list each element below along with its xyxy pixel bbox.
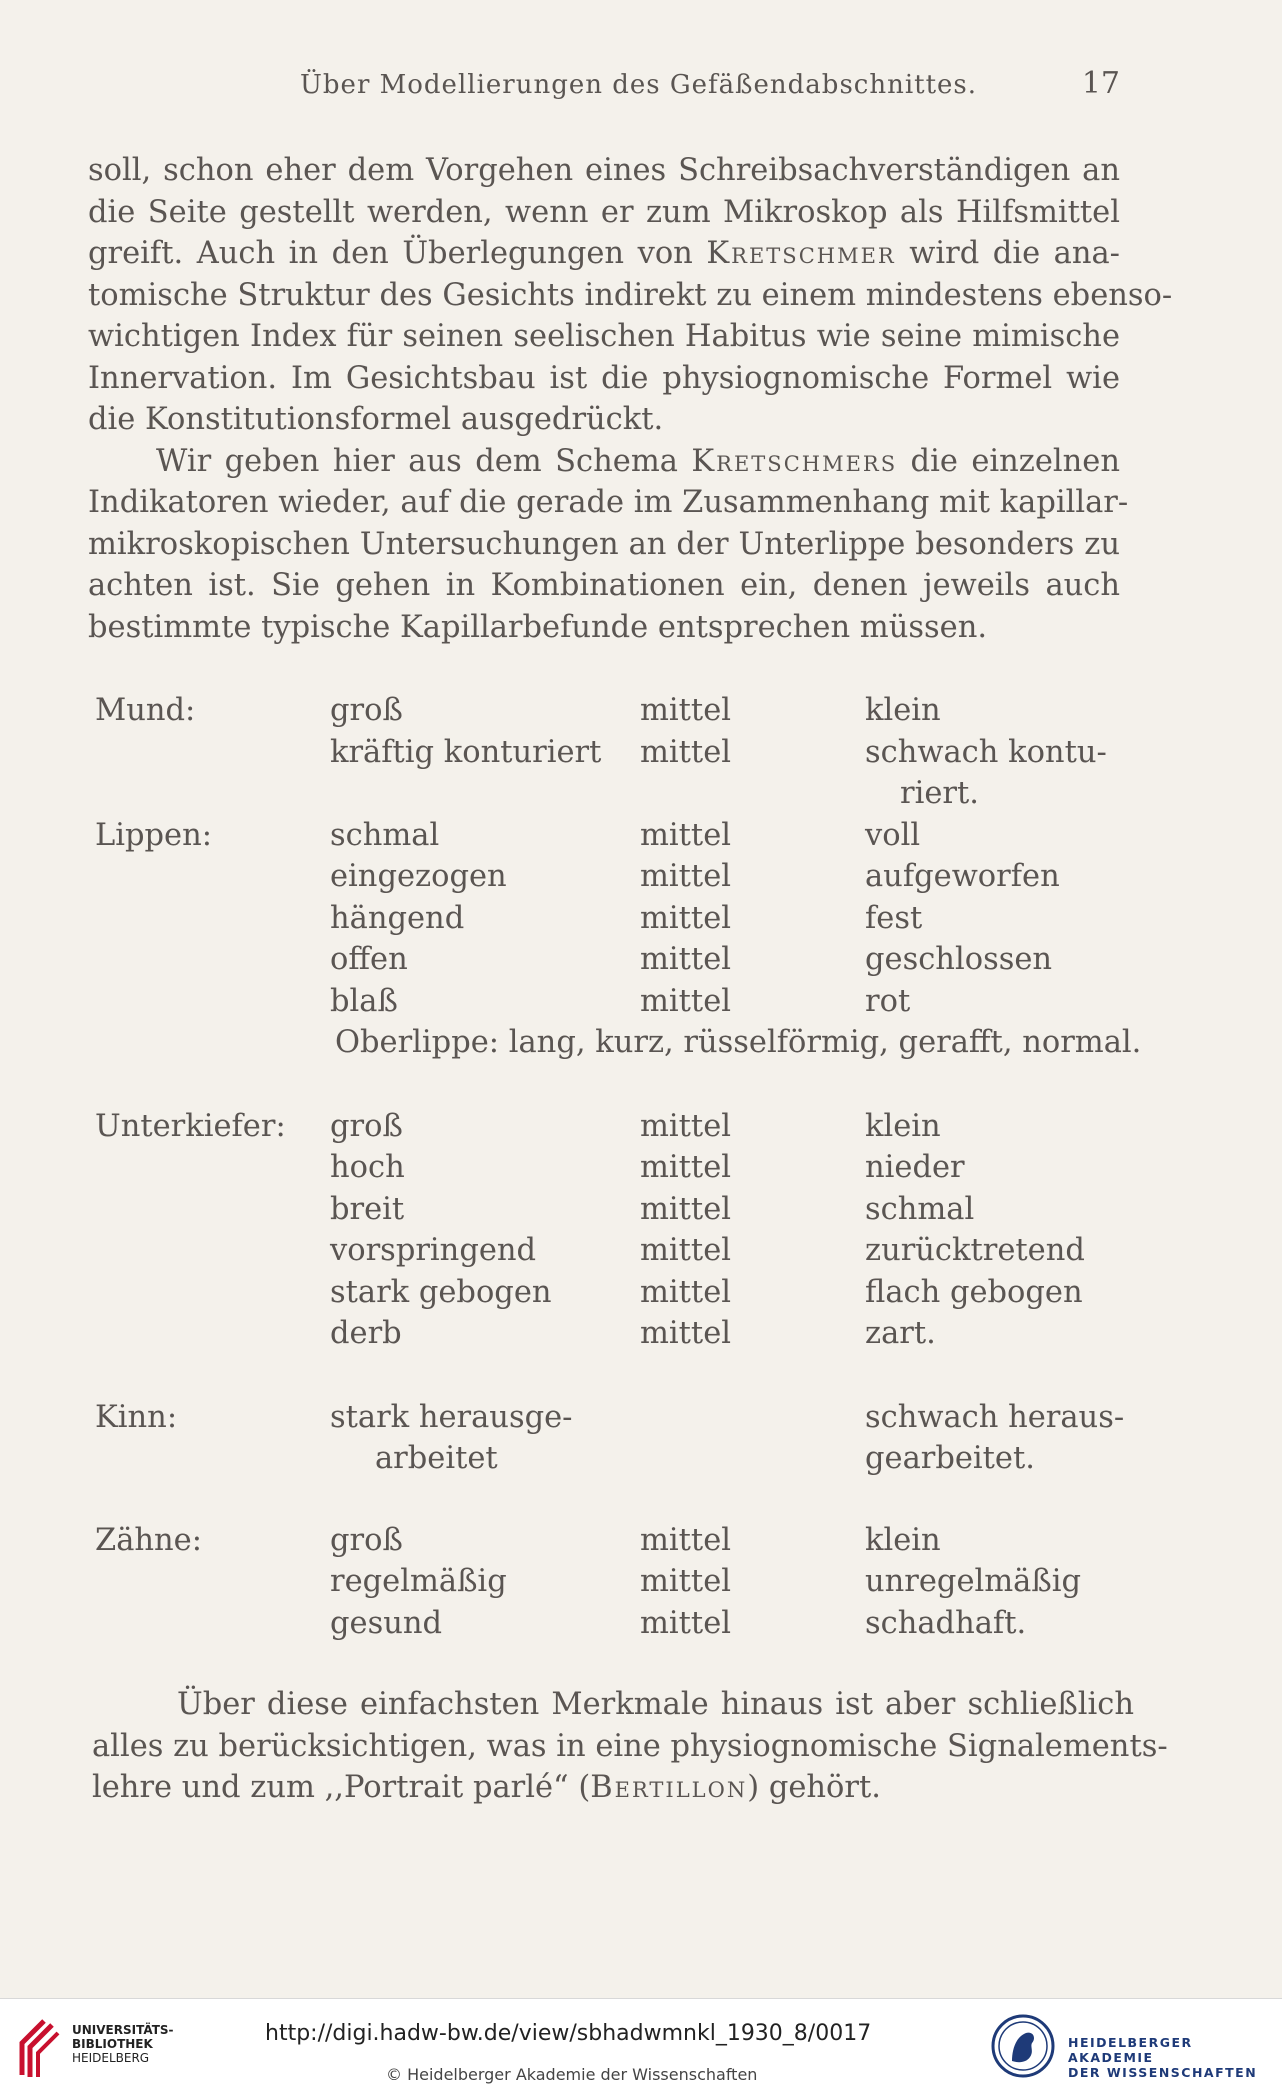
- table-row: Zähne: groß mittel klein: [95, 1520, 1135, 1562]
- permalink[interactable]: http://digi.hadw-bw.de/view/sbhadwmnkl_1930_8/0017: [265, 2021, 872, 2046]
- table-row: arbeitet gearbeitet.: [375, 1441, 1035, 1476]
- text-line: achten ist. Sie gehen in Kombinationen ein, denen jeweils auch: [88, 568, 1120, 603]
- table-row: Lippen: schmal mittel voll: [95, 815, 1135, 857]
- university-library-name: UNIVERSITÄTS- BIBLIOTHEK HEIDELBERG: [72, 2023, 174, 2065]
- text-line: lehre und zum ,,Portrait parlé“ (Bertillon) gehört.: [92, 1770, 881, 1805]
- table-row: hängend mittel fest: [330, 900, 923, 936]
- table-row: derb mittel zart.: [330, 1316, 936, 1351]
- page-number: 17: [1081, 66, 1120, 101]
- text-line: alles zu berücksichtigen, was in eine physiognomische Signalements-: [92, 1728, 1168, 1764]
- oberlippe-line: Oberlippe: lang, kurz, rüsselförmig, gerafft, normal.: [335, 1025, 1142, 1060]
- author-name: Bertillon: [590, 1770, 748, 1805]
- group-unterkiefer: [95, 1106, 1135, 1355]
- table-row: [95, 1022, 1142, 1064]
- running-header: [300, 66, 1120, 114]
- running-title: Über Modellierungen des Gefäßendabschnittes.: [300, 70, 978, 100]
- group-mund: [95, 690, 1135, 815]
- text-line: Innervation. Im Gesichtsbau ist die physiognomische Formel wie: [88, 360, 1120, 396]
- text-line: bestimmte typische Kapillarbefunde entsprechen müssen.: [88, 609, 988, 645]
- table-row: stark gebogen mittel flach gebogen: [330, 1274, 1083, 1310]
- text-line: mikroskopischen Untersuchungen an der Unterlippe besonders zu: [88, 526, 1120, 562]
- text-line: die Seite gestellt werden, wenn er zum Mikroskop als Hilfsmittel: [88, 194, 1120, 230]
- table-row: riert.: [900, 776, 979, 811]
- row-label: Lippen:: [95, 817, 213, 853]
- text-line: tomische Struktur des Gesichts indirekt zu einem mindestens ebenso-: [88, 277, 1173, 313]
- table-row: Unterkiefer: groß mittel klein: [95, 1106, 1135, 1148]
- text-line: Über diese einfachsten Merkmale hinaus ist aber schließlich: [177, 1687, 1134, 1722]
- academy-name: HEIDELBERGER AKADEMIE DER WISSENSCHAFTEN: [1068, 2035, 1258, 2080]
- indicator-table: [95, 690, 1142, 1644]
- paragraph-1: [88, 150, 1173, 648]
- copyright-notice: © Heidelberger Akademie der Wissenschaften: [386, 2065, 758, 2084]
- table-row: blaß mittel rot: [330, 983, 911, 1019]
- row-label: Kinn:: [95, 1399, 178, 1435]
- row-label: Mund:: [95, 693, 196, 728]
- text-line: greift. Auch in den Überlegungen von Kretschmer wird die ana-: [88, 236, 1120, 271]
- table-row: hoch mittel nieder: [330, 1150, 965, 1185]
- table-row: breit mittel schmal: [330, 1191, 975, 1227]
- text-line: Indikatoren wieder, auf die gerade im Zusammenhang mit kapillar-: [88, 485, 1129, 520]
- table-row: Kinn: stark herausge- schwach heraus-: [95, 1397, 1135, 1439]
- group-kinn: [95, 1397, 1135, 1480]
- footer-bar: [0, 1998, 1282, 2096]
- author-name: Kretschmers: [691, 443, 898, 479]
- university-library-logo-icon: [14, 2015, 62, 2081]
- table-row: eingezogen mittel aufgeworfen: [330, 859, 1060, 894]
- academy-seal-icon: [990, 2013, 1056, 2079]
- group-zaehne: [95, 1520, 1135, 1645]
- text-line: soll, schon eher dem Vorgehen eines Schreibsachverständigen an: [88, 153, 1120, 188]
- text-line: wichtigen Index für seinen seelischen Habitus wie seine mimische: [88, 319, 1120, 354]
- row-label: Unterkiefer:: [95, 1108, 286, 1144]
- table-row: gesund mittel schadhaft.: [330, 1605, 1027, 1641]
- text-line: Wir geben hier aus dem Schema Kretschmers die einzelnen: [156, 443, 1120, 479]
- table-row: offen mittel geschlossen: [330, 942, 1053, 977]
- author-name: Kretschmer: [706, 236, 896, 271]
- group-lippen: [95, 815, 1142, 1064]
- table-row: regelmäßig mittel unregelmäßig: [330, 1564, 1082, 1599]
- table-row: Mund: groß mittel klein: [95, 690, 1135, 732]
- table-row: vorspringend mittel zurücktretend: [330, 1233, 1085, 1268]
- paragraph-3: [92, 1684, 1168, 1809]
- table-row: kräftig konturiert mittel schwach kontu-: [330, 734, 1107, 770]
- row-label: Zähne:: [95, 1522, 202, 1558]
- text-line: die Konstitutionsformel ausgedrückt.: [88, 402, 664, 437]
